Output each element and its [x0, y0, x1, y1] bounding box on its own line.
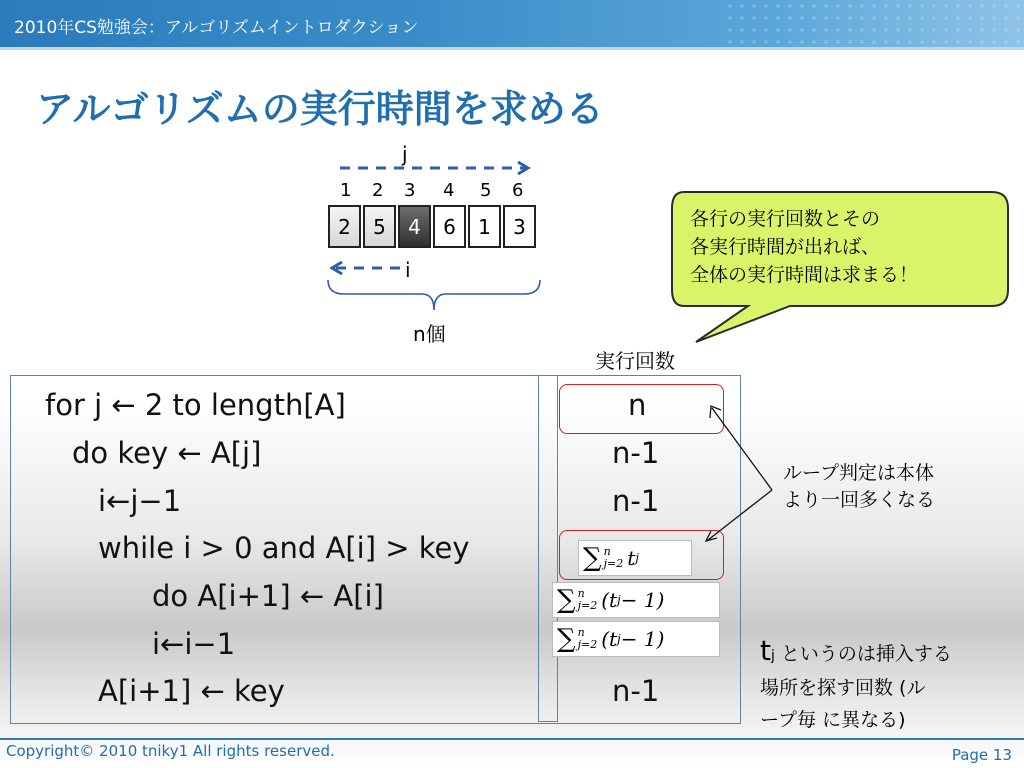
formula-tail: − 1)	[620, 627, 665, 651]
code-line: while i > 0 and A[i] > key	[98, 531, 470, 565]
cost-value: n-1	[612, 484, 660, 518]
array-index: 2	[372, 180, 384, 201]
array-index: 5	[480, 180, 492, 201]
code-line: do key ← A[j]	[72, 436, 262, 470]
footer-divider	[0, 738, 1024, 740]
code-line: i←j−1	[98, 484, 182, 518]
sum-limits	[578, 627, 598, 651]
array-cell: 6	[433, 205, 466, 248]
callout-line: 全体の実行時間は求まる！	[690, 264, 919, 286]
sum-lower: j=2	[577, 599, 598, 612]
sum-tj-minus-1-formula	[552, 621, 720, 657]
formula-body: t	[627, 546, 636, 570]
sum-tj-minus-1-formula	[552, 582, 720, 618]
tj-note	[760, 635, 952, 736]
code-line: do A[i+1] ← A[i]	[152, 579, 384, 613]
formula-tail: − 1)	[620, 588, 665, 612]
formula-body: (t	[601, 627, 618, 651]
n-count-label: n個	[413, 322, 446, 346]
header-pattern	[724, 0, 1024, 47]
loop-note-line: ループ判定は本体	[783, 462, 935, 484]
page-number: Page 13	[951, 746, 1012, 764]
note-arrows	[700, 400, 790, 550]
tj-note-text: というのは挿入する	[774, 643, 952, 665]
array-index: 6	[512, 180, 524, 201]
sum-upper: n	[603, 545, 611, 558]
cost-value: n	[628, 388, 647, 422]
cost-value: n-1	[612, 436, 660, 470]
code-line: for j ← 2 to length[A]	[45, 388, 346, 422]
loop-note-line: より一回多くなる	[783, 489, 936, 511]
array-index: 4	[443, 180, 455, 201]
array-cell: 1	[468, 205, 501, 248]
array-cell-key: 4	[398, 205, 431, 248]
formula-sub: j	[617, 593, 621, 607]
sum-lower: j=2	[577, 638, 598, 651]
i-label: i	[405, 258, 411, 282]
formula-sub: j	[635, 551, 639, 565]
sum-limits	[578, 588, 598, 612]
tj-symbol: t	[760, 634, 771, 667]
sum-tj-formula	[578, 540, 692, 576]
tj-note-line: 場所を探す回数 (ル	[760, 677, 926, 699]
slide-title: アルゴリズムの実行時間を求める	[36, 87, 604, 131]
sum-lower: j=2	[603, 557, 624, 570]
sum-upper: n	[577, 626, 585, 639]
sigma-symbol: ∑	[583, 543, 602, 573]
loop-note	[783, 460, 935, 514]
copyright-text: Copyright© 2010 tniky1 All rights reserved.	[6, 742, 335, 760]
code-line: A[i+1] ← key	[98, 674, 285, 708]
sigma-symbol: ∑	[557, 585, 576, 615]
j-label: j	[402, 142, 408, 166]
column-divider-box	[538, 375, 558, 722]
array-cell: 5	[363, 205, 396, 248]
array-cell: 2	[328, 205, 361, 248]
sigma-symbol: ∑	[557, 624, 576, 654]
formula-body: (t	[601, 588, 618, 612]
tj-note-line: ープ毎 に異なる)	[760, 709, 906, 731]
code-line: i←i−1	[152, 627, 236, 661]
formula-sub: j	[617, 632, 621, 646]
cost-value: n-1	[612, 674, 660, 708]
array-index: 3	[404, 180, 416, 201]
array-index: 1	[340, 180, 352, 201]
callout-text	[690, 205, 918, 289]
i-arrow	[330, 260, 410, 276]
j-arrow	[338, 160, 538, 176]
execution-count-header: 実行回数	[595, 349, 675, 373]
header-bar	[0, 0, 1024, 50]
tj-subscript: j	[770, 648, 775, 664]
n-brace	[324, 278, 544, 318]
sum-upper: n	[577, 587, 585, 600]
header-text: 2010年CS勉強会：アルゴリズムイントロダクション	[14, 18, 419, 38]
callout-line: 各行の実行回数とその	[690, 208, 881, 230]
array-cell: 3	[503, 205, 536, 248]
sum-limits	[604, 546, 624, 570]
callout-line: 各実行時間が出れば、	[690, 236, 881, 258]
